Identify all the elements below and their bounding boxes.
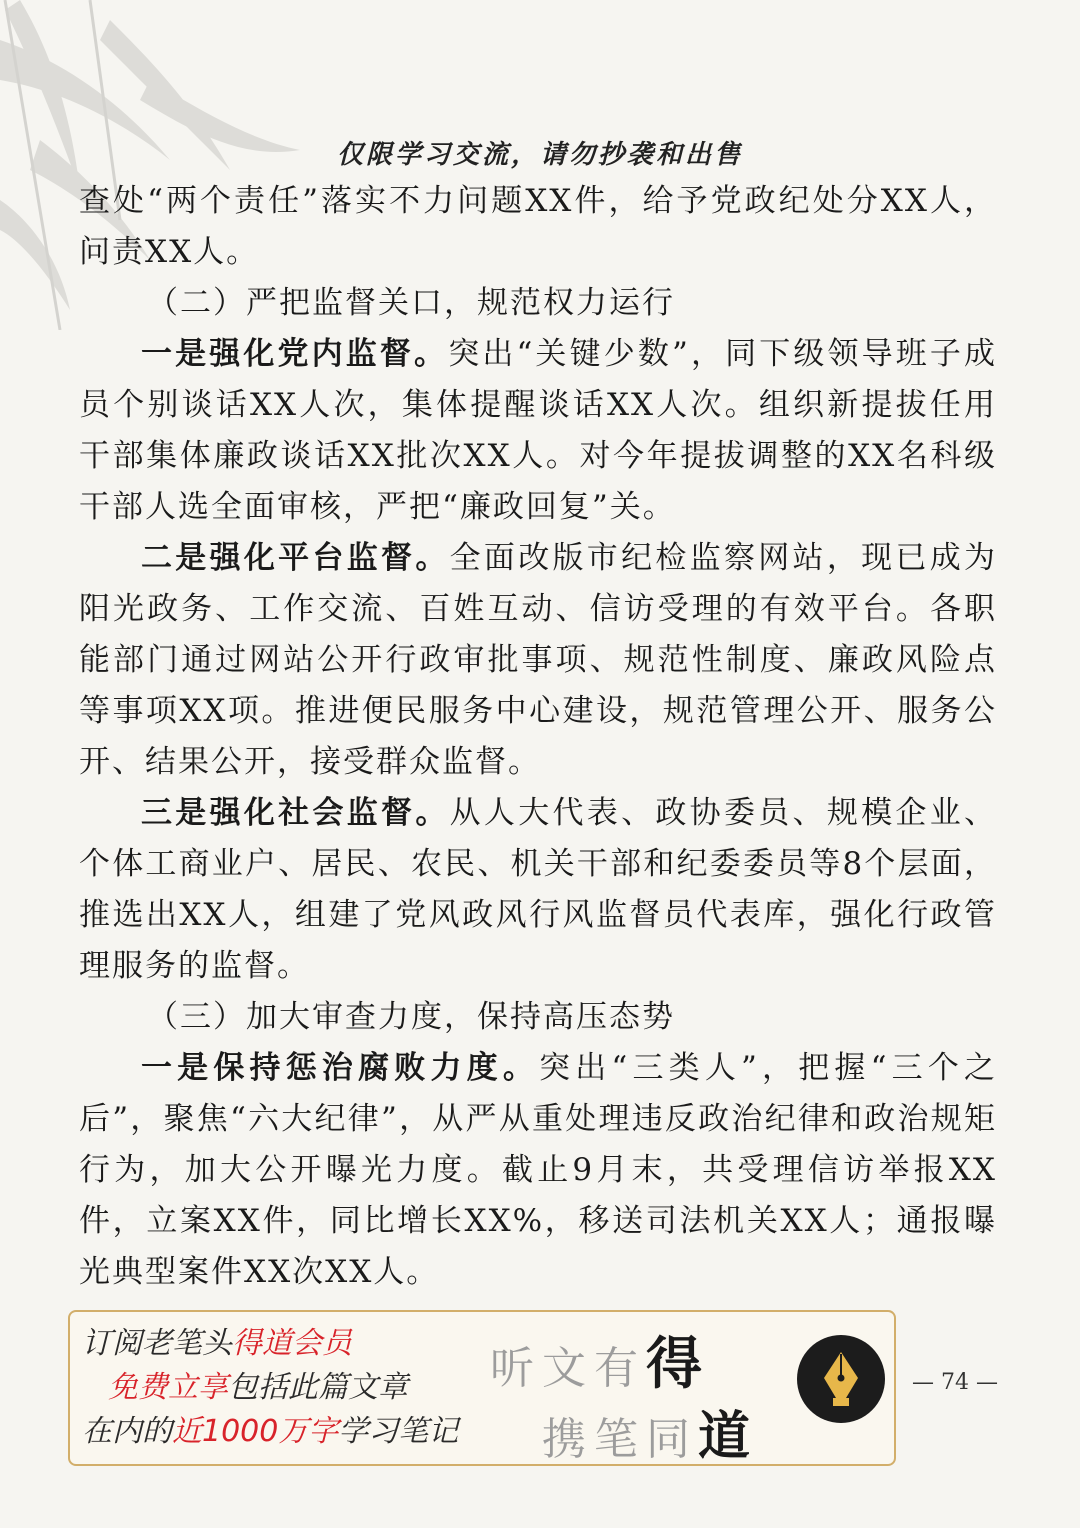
promo-text-red: 得道会员 [232, 1326, 352, 1361]
promo-text-red: 免费立享 [108, 1370, 228, 1405]
paragraph [79, 533, 997, 788]
pen-nib-icon [796, 1334, 886, 1424]
slogan-text-strong: 得 [646, 1331, 710, 1397]
paragraph-text: 突出“关键少数”，同下级领导班子成员个别谈话XX人次，集体提醒谈话XX人次。组织新提拔任用干部集体廉政谈话XX批次XX人。对今年提拔调整的XX名科级干部人选全面审核，严把“廉政回复”关。 [79, 336, 997, 525]
paragraph-text: 从人大代表、政协委员、规模企业、个体工商业户、居民、农民、机关干部和纪委委员等8个层面，推选出XX人，组建了党风政风行风监督员代表库，强化行政管理服务的监督。 [79, 795, 997, 984]
paragraph-lead: 一是保持惩治腐败力度。 [141, 1050, 540, 1086]
paragraph [79, 329, 997, 533]
promo-banner[interactable] [68, 1310, 896, 1466]
slogan-line [542, 1394, 758, 1469]
promo-text-black: 包括此篇文章 [228, 1370, 408, 1405]
promo-line [82, 1322, 458, 1366]
paragraph-lead: 二是强化平台监督。 [141, 540, 450, 576]
page-number: — 74 — [912, 1370, 998, 1395]
paragraph-lead: 一是强化党内监督。 [141, 336, 449, 372]
promo-line [82, 1366, 458, 1410]
promo-text-red: 近1000万字 [172, 1414, 339, 1449]
document-body [79, 176, 997, 1298]
watermark: 仅限学习交流，请勿抄袭和出售 [336, 140, 743, 170]
promo-text-black: 学习笔记 [338, 1414, 459, 1449]
section-heading: （三）加大审查力度，保持高压态势 [147, 999, 675, 1035]
paragraph-text: 全面改版市纪检监察网站，现已成为阳光政务、工作交流、百姓互动、信访受理的有效平台。各职能部门通过网站公开行政审批事项、规范性制度、廉政风险点等事项XX项。推进便民服务中心建设，规范管理公开、服务公开、结果公开，接受群众监督。 [79, 540, 997, 780]
promo-text-black: 订阅老笔头 [82, 1326, 232, 1361]
slogan-text-strong: 道 [698, 1406, 759, 1467]
paragraph-lead: 三是强化社会监督。 [141, 795, 450, 831]
slogan-text: 听文有 [490, 1343, 646, 1394]
slogan-text: 携笔同 [542, 1414, 698, 1465]
paragraph [79, 1043, 997, 1298]
paragraph [79, 788, 997, 992]
promo-text [82, 1322, 458, 1454]
paragraph: 查处“两个责任”落实不力问题XX件，给予党政纪处分XX人，问责XX人。 [79, 183, 997, 270]
section-heading: （二）严把监督关口，规范权力运行 [147, 285, 675, 321]
paragraph-text: 突出“三类人”，把握“三个之后”，聚焦“六大纪律”，从严从重处理违反政治纪律和政治规矩行为，加大公开曝光力度。截止9月末，共受理信访举报XX件，立案XX件，同比增长XX%，移送司法机关XX人；通报曝光典型案件XX次XX人。 [79, 1050, 998, 1290]
promo-text-black: 在内的 [82, 1414, 172, 1449]
promo-line [82, 1410, 458, 1454]
slogan-line [490, 1320, 710, 1400]
